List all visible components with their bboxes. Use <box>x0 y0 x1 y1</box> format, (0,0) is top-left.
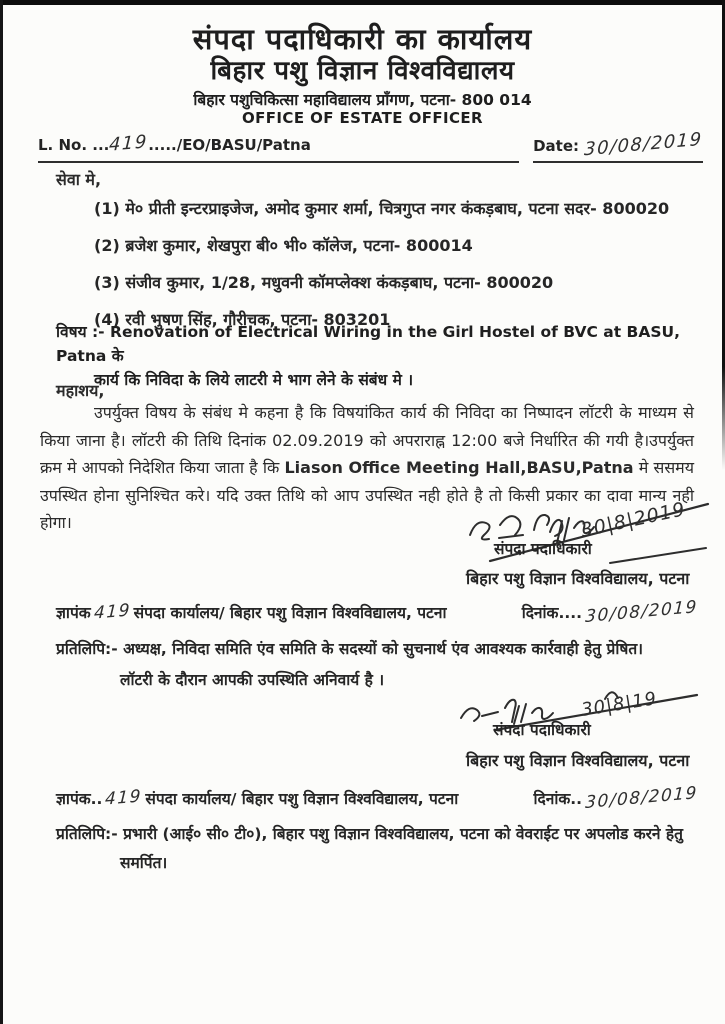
campus-address: बिहार पशुचिकित्सा महाविद्यालय प्राँगण, पटना- 800 014 <box>193 91 532 109</box>
letter-number-handwritten: 419 <box>108 131 149 156</box>
memo-1-left <box>56 601 446 623</box>
copy-2-label: प्रतिलिपि:- <box>56 825 118 843</box>
signature-2-designation: संपदा पदाधिकारी <box>493 721 591 739</box>
memo-2-date-label: दिनांक.. <box>533 790 583 808</box>
copy-2-line-1 <box>56 822 715 844</box>
addressee-item-1: (1) मे० प्रीती इन्टरप्राइजेज, अमोद कुमार शर्मा, चित्रगुप्त नगर कंकड़बाघ, पटना सदर- 800020 <box>94 199 670 218</box>
memo-2-date-handwritten: 30/08/2019 <box>584 782 699 814</box>
memo-1-date <box>521 596 701 628</box>
body-text-2: मे ससमय उपस्थित होना सुनिश्चित करे। यदि उक्त तिथि को आप उपस्थित नही होते है तो किसी प्रकार का दावा मान्य नही होगा। <box>40 458 695 532</box>
reference-line <box>38 128 704 163</box>
copy-1-text: अध्यक्ष, निविदा समिति एंव समिति के सदस्यों को सुचनार्थ एंव आवश्यक कार्रवाही हेतु प्रेषित। <box>123 640 644 658</box>
memo-2-number-handwritten: 419 <box>104 786 143 810</box>
memo-1-date-handwritten: 30/08/2019 <box>584 596 699 628</box>
subject-line-2: कार्य कि निविदा के लिये लाटरी मे भाग लेने के संबंध मे । <box>94 371 414 389</box>
copy-line-2 <box>56 822 715 873</box>
office-title-english: OFFICE OF ESTATE OFFICER <box>241 109 484 127</box>
memo-line-1 <box>56 596 701 628</box>
signature-2-organization: बिहार पशु विज्ञान विश्वविद्यालय, पटना <box>466 751 690 770</box>
copy-2-text: प्रभारी (आई० सी० टी०), बिहार पशु विज्ञान विश्वविद्यालय, पटना को वेवराईट पर अपलोड करने हेतु <box>123 825 683 843</box>
memo-2-left <box>56 787 458 809</box>
office-title-hindi: संपदा पदाधिकारी का कार्यालय <box>192 22 533 56</box>
memo-1-number-handwritten: 419 <box>93 600 132 624</box>
copy-line-1 <box>56 637 715 659</box>
letter-number <box>38 131 519 163</box>
copy-2-continuation: समर्पित। <box>120 854 168 872</box>
copy-1-label: प्रतिलिपि:- <box>56 640 118 658</box>
addressee-item-4: (4) रवी भुषण सिंह, गौरीचक, पटना- 803201 <box>94 310 391 329</box>
date-handwritten: 30/08/2019 <box>583 128 704 161</box>
salutation: सेवा मे, <box>56 170 102 189</box>
venue-highlight: Liason Office Meeting Hall,BASU,Patna <box>284 458 634 477</box>
subject-line-1 <box>56 320 705 368</box>
memo-2-label: ज्ञापंक.. <box>56 790 103 808</box>
signature-block-1 <box>462 497 714 569</box>
addressee-item-2: (2) ब्रजेश कुमार, शेखपुरा बी० भी० कॉलेज, पटना- 800014 <box>94 236 473 255</box>
letter-number-prefix: L. No. ... <box>38 136 110 154</box>
greeting: महाशय, <box>56 381 105 400</box>
subject-label: विषय :- <box>56 323 105 341</box>
memo-line-2 <box>56 782 701 814</box>
signature-1-handwritten-date: 30|8|2019 <box>578 498 688 542</box>
letter-number-suffix: ...../EO/BASU/Patna <box>148 136 311 154</box>
date-field <box>533 128 704 163</box>
scan-edge-top <box>0 0 725 5</box>
subject-block <box>56 320 705 392</box>
signature-block-2 <box>455 686 700 746</box>
memo-2-text: संपदा कार्यालय/ बिहार पशु विज्ञान विश्वविद्यालय, पटना <box>145 790 459 808</box>
memo-1-text: संपदा कार्यालय/ बिहार पशु विज्ञान विश्वविद्यालय, पटना <box>133 604 447 622</box>
signature-2-handwritten-date: 30|8|19 <box>579 688 659 721</box>
memo-1-date-label: दिनांक.... <box>521 604 583 622</box>
signature-1-designation: संपदा पदाधिकारी <box>494 540 592 558</box>
body-text-1: उपर्युक्त विषय के संबंध मे कहना है कि विषयांकित कार्य की निविदा का निष्पादन लॉटरी के माध्यम से किया जाना है। लॉटरी की तिथि दिनांक 02.09.2019 को अपराराह्न 12:00 बजे निर्धारित की गयी है।उपर्युक्त क्रम मे आपको निदेशित किया जाता है कि <box>40 403 694 477</box>
scan-edge-left <box>0 0 3 1024</box>
letterhead <box>0 22 725 127</box>
addressee-item-3: (3) संजीव कुमार, 1/28, मधुवनी कॉमप्लेक्श कंकड़बाघ, पटना- 800020 <box>94 273 554 292</box>
university-name: बिहार पशु विज्ञान विश्वविद्यालय <box>210 56 515 86</box>
memo-1-label: ज्ञापंक <box>56 604 91 622</box>
date-label: Date: <box>533 137 580 155</box>
signature-1-organization: बिहार पशु विज्ञान विश्वविद्यालय, पटना <box>466 569 690 588</box>
attendance-note: लॉटरी के दौरान आपकी उपस्थिति अनिवार्य है । <box>120 671 385 689</box>
memo-2-date <box>533 782 701 814</box>
subject-text-english: Renovation of Electrical Wiring in the Girl Hostel of BVC at BASU, Patna के <box>56 323 680 365</box>
